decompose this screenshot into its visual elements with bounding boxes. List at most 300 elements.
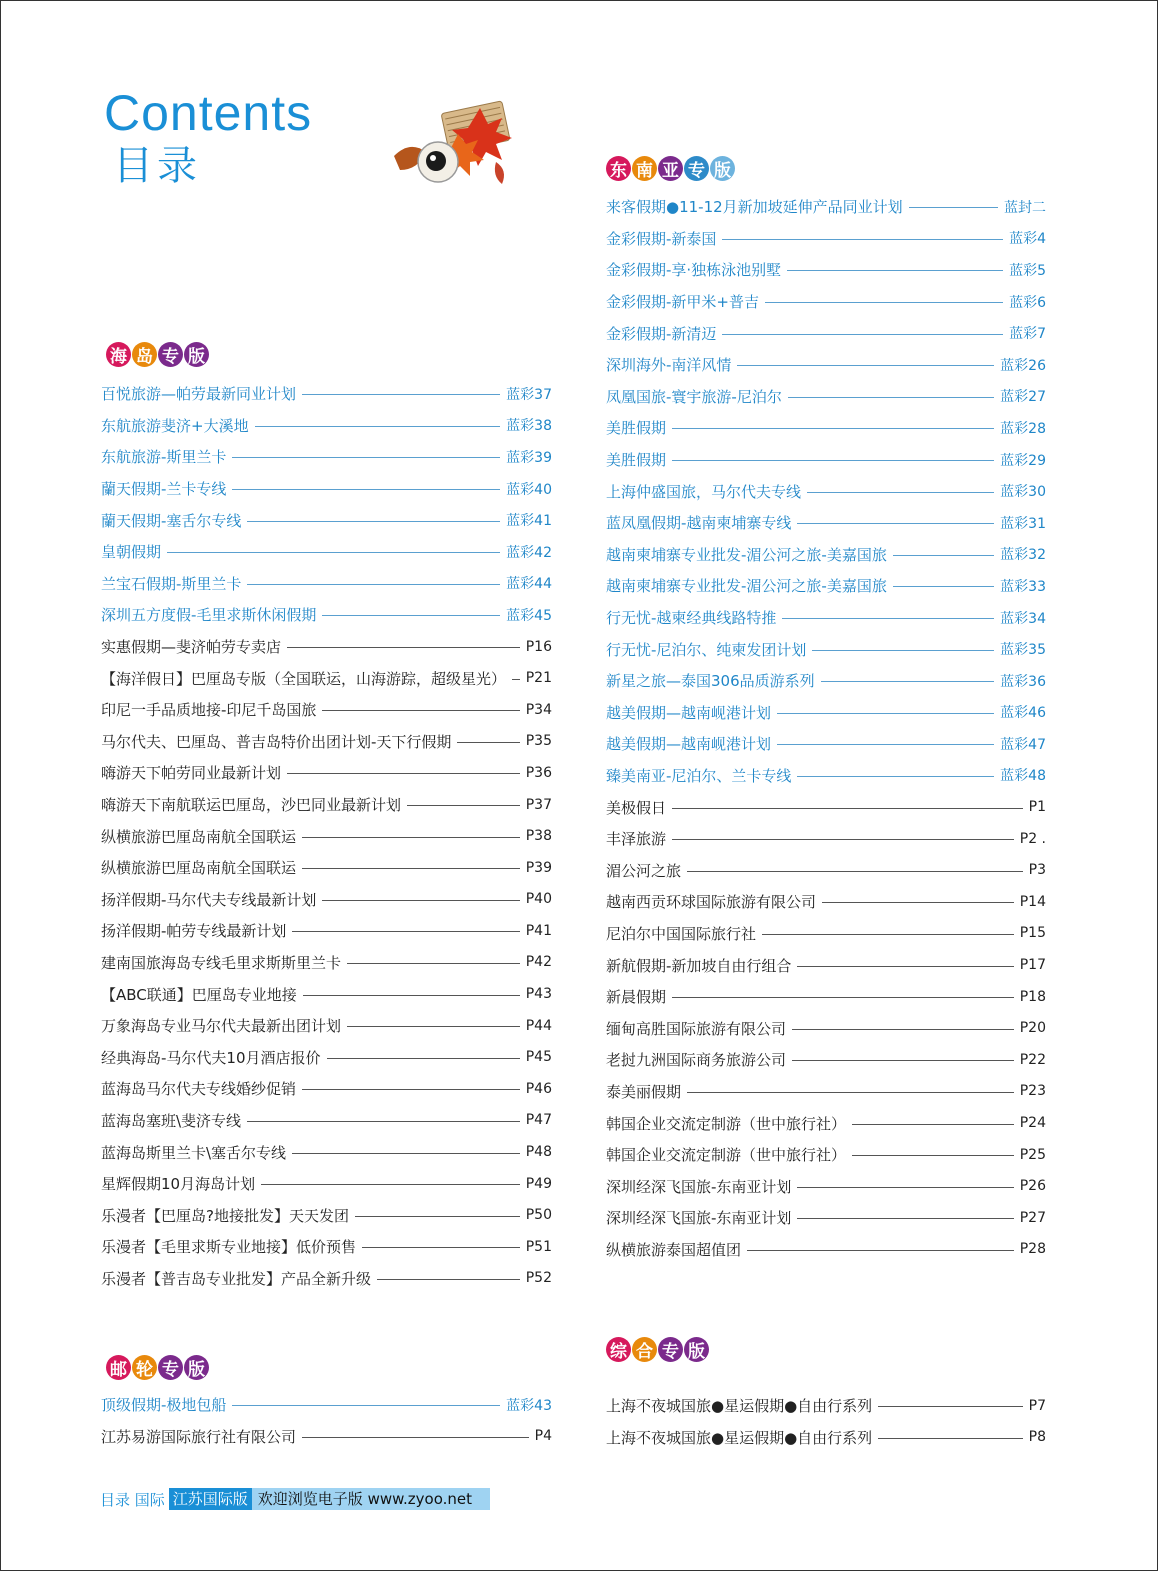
toc-entry-title: 越南柬埔寨专业批发-湄公河之旅-美嘉国旅 bbox=[606, 577, 887, 596]
toc-entry-title: 来客假期●11-12月新加坡延伸产品同业计划 bbox=[606, 198, 903, 217]
toc-entry[interactable] bbox=[101, 1168, 552, 1200]
toc-entry[interactable] bbox=[606, 760, 1046, 792]
badge-char: 东 bbox=[606, 156, 631, 181]
toc-entry-title: 江苏易游国际旅行社有限公司 bbox=[101, 1427, 297, 1446]
toc-entry-title: 万象海岛专业马尔代夫最新出团计划 bbox=[101, 1017, 342, 1036]
toc-entry-title: 湄公河之旅 bbox=[606, 861, 682, 880]
toc-leader-line bbox=[797, 966, 1013, 967]
badge-char: 专 bbox=[658, 1337, 683, 1362]
toc-leader-line bbox=[878, 1438, 1022, 1439]
toc-entry[interactable] bbox=[606, 254, 1046, 286]
toc-entry-page: P28 bbox=[1019, 1241, 1046, 1258]
toc-entry-title: 美胜假期 bbox=[606, 451, 667, 470]
toc-entry-page: 蓝彩43 bbox=[506, 1397, 552, 1414]
toc-entry[interactable] bbox=[101, 1136, 552, 1168]
toc-leader-line bbox=[457, 742, 519, 743]
toc-entry-page: 蓝彩28 bbox=[1000, 420, 1046, 437]
badge-char: 专 bbox=[158, 342, 183, 367]
toc-entry[interactable] bbox=[101, 915, 552, 947]
toc-entry-title: 东航旅游-斯里兰卡 bbox=[101, 448, 227, 467]
contents-title-cn: 目录 bbox=[113, 143, 201, 189]
toc-entry-page: 蓝彩7 bbox=[1009, 326, 1046, 343]
toc-entry-page: P27 bbox=[1019, 1209, 1046, 1226]
toc-entry-title: 新星之旅—泰国306品质游系列 bbox=[606, 672, 815, 691]
toc-entry-page: P20 bbox=[1019, 1020, 1046, 1037]
toc-entry-title: 老挝九洲国际商务旅游公司 bbox=[606, 1051, 787, 1070]
toc-leader-line bbox=[302, 394, 500, 395]
section-header-cruise bbox=[106, 1355, 209, 1380]
toc-leader-line bbox=[821, 681, 995, 682]
toc-entry-title: 深圳经深飞国旅-东南亚计划 bbox=[606, 1177, 792, 1196]
toc-entry[interactable] bbox=[606, 1012, 1046, 1044]
toc-entry-title: 嗨游天下帕劳同业最新计划 bbox=[101, 764, 282, 783]
section-header-island bbox=[106, 342, 209, 367]
toc-leader-line bbox=[722, 334, 1003, 335]
toc-entry[interactable] bbox=[606, 570, 1046, 602]
toc-leader-line bbox=[303, 995, 520, 996]
toc-leader-line bbox=[232, 457, 500, 458]
toc-entry-page: P43 bbox=[525, 986, 552, 1003]
toc-entry-page: P14 bbox=[1019, 893, 1046, 910]
badge-char: 版 bbox=[684, 1337, 709, 1362]
toc-entry-title: 缅甸高胜国际旅游有限公司 bbox=[606, 1019, 787, 1038]
toc-entry-page: 蓝彩36 bbox=[1000, 673, 1046, 690]
toc-entry-page: P21 bbox=[525, 670, 552, 687]
toc-entry-page: P17 bbox=[1019, 957, 1046, 974]
toc-entry[interactable] bbox=[606, 507, 1046, 539]
toc-entry[interactable] bbox=[606, 1139, 1046, 1171]
toc-entry-title: 越美假期—越南岘港计划 bbox=[606, 703, 772, 722]
toc-entry[interactable] bbox=[606, 475, 1046, 507]
toc-leader-line bbox=[247, 521, 500, 522]
toc-leader-line bbox=[782, 618, 994, 619]
toc-leader-line bbox=[232, 489, 500, 490]
toc-leader-line bbox=[722, 239, 1003, 240]
toc-leader-line bbox=[777, 713, 994, 714]
toc-entry[interactable] bbox=[101, 1199, 552, 1231]
toc-entry[interactable] bbox=[606, 823, 1046, 855]
toc-leader-line bbox=[797, 1187, 1013, 1188]
toc-entry-title: 蓝海岛马尔代夫专线婚纱促销 bbox=[101, 1080, 297, 1099]
toc-entry[interactable] bbox=[101, 599, 552, 631]
toc-entry[interactable] bbox=[101, 978, 552, 1010]
toc-entry[interactable] bbox=[101, 504, 552, 536]
toc-entry-title: 实惠假期—斐济帕劳专卖店 bbox=[101, 638, 282, 657]
toc-entry-title: 星辉假期10月海岛计划 bbox=[101, 1175, 256, 1194]
cruise-toc-list bbox=[101, 1389, 552, 1452]
toc-entry-page: P36 bbox=[525, 764, 552, 781]
toc-entry[interactable] bbox=[101, 852, 552, 884]
toc-entry-page: 蓝彩33 bbox=[1000, 578, 1046, 595]
toc-entry[interactable] bbox=[606, 539, 1046, 571]
toc-entry-title: 行无忧-越柬经典线路特推 bbox=[606, 609, 777, 628]
toc-entry-page: 蓝彩29 bbox=[1000, 452, 1046, 469]
toc-leader-line bbox=[255, 426, 501, 427]
toc-entry-page: P16 bbox=[525, 638, 552, 655]
toc-entry-title: 蘭天假期-兰卡专线 bbox=[101, 480, 227, 499]
toc-entry-page: 蓝彩42 bbox=[506, 544, 552, 561]
toc-entry-title: 百悦旅游—帕劳最新同业计划 bbox=[101, 385, 297, 404]
toc-entry-page: P40 bbox=[525, 891, 552, 908]
toc-entry-page: P51 bbox=[525, 1238, 552, 1255]
toc-entry-title: 扬洋假期-帕劳专线最新计划 bbox=[101, 922, 287, 941]
toc-leader-line bbox=[909, 207, 998, 208]
toc-entry-title: 纵横旅游巴厘岛南航全国联运 bbox=[101, 827, 297, 846]
island-toc-list bbox=[101, 378, 552, 1294]
toc-entry-page: P52 bbox=[525, 1270, 552, 1287]
toc-leader-line bbox=[852, 1155, 1014, 1156]
toc-entry-page: 蓝彩31 bbox=[1000, 515, 1046, 532]
toc-entry-title: 韩国企业交流定制游（世中旅行社） bbox=[606, 1114, 847, 1133]
toc-leader-line bbox=[302, 868, 520, 869]
toc-entry-page: P3 bbox=[1028, 862, 1046, 879]
toc-entry-page: 蓝彩39 bbox=[506, 449, 552, 466]
toc-entry[interactable] bbox=[101, 378, 552, 410]
toc-leader-line bbox=[687, 1092, 1014, 1093]
toc-entry-title: 东航旅游斐济+大溪地 bbox=[101, 416, 249, 435]
toc-leader-line bbox=[322, 615, 500, 616]
toc-entry[interactable] bbox=[606, 1422, 1046, 1454]
toc-entry-page: P39 bbox=[525, 859, 552, 876]
toc-leader-line bbox=[302, 1089, 520, 1090]
badge-char: 专 bbox=[684, 156, 709, 181]
toc-leader-line bbox=[672, 839, 1014, 840]
toc-entry-page: P2 . bbox=[1019, 830, 1046, 847]
toc-leader-line bbox=[797, 1218, 1013, 1219]
toc-entry[interactable] bbox=[606, 1390, 1046, 1422]
toc-entry[interactable] bbox=[101, 473, 552, 505]
toc-entry-page: P48 bbox=[525, 1144, 552, 1161]
toc-leader-line bbox=[672, 460, 994, 461]
toc-entry-title: 美胜假期 bbox=[606, 419, 667, 438]
toc-entry[interactable] bbox=[606, 1234, 1046, 1266]
toc-leader-line bbox=[687, 871, 1023, 872]
badge-char: 邮 bbox=[106, 1355, 131, 1380]
toc-entry-page: P25 bbox=[1019, 1146, 1046, 1163]
toc-entry-page: P46 bbox=[525, 1080, 552, 1097]
toc-leader-line bbox=[232, 1405, 500, 1406]
toc-entry-page: P44 bbox=[525, 1017, 552, 1034]
toc-entry[interactable] bbox=[606, 949, 1046, 981]
toc-entry-title: 新航假期-新加坡自由行组合 bbox=[606, 956, 792, 975]
toc-entry-page: P15 bbox=[1019, 925, 1046, 942]
toc-entry-title: 【ABC联通】巴厘岛专业地接 bbox=[101, 985, 297, 1004]
footer-bar bbox=[100, 1488, 490, 1510]
toc-entry-page: 蓝彩6 bbox=[1009, 294, 1046, 311]
toc-entry[interactable] bbox=[101, 631, 552, 663]
toc-entry-title: 印尼一手品质地接-印尼千岛国旅 bbox=[101, 701, 317, 720]
toc-entry[interactable] bbox=[101, 694, 552, 726]
toc-entry[interactable] bbox=[606, 602, 1046, 634]
toc-leader-line bbox=[167, 552, 500, 553]
toc-entry-page: P8 bbox=[1028, 1429, 1046, 1446]
toc-entry-title: 纵横旅游泰国超值团 bbox=[606, 1240, 742, 1259]
toc-entry-title: 深圳五方度假-毛里求斯休闲假期 bbox=[101, 606, 317, 625]
toc-leader-line bbox=[362, 1247, 520, 1248]
footer-edition-label: 江苏国际版 bbox=[169, 1488, 252, 1510]
toc-leader-line bbox=[347, 963, 520, 964]
toc-entry-page: 蓝彩41 bbox=[506, 513, 552, 530]
toc-leader-line bbox=[247, 584, 500, 585]
toc-leader-line bbox=[787, 270, 1003, 271]
toc-entry[interactable] bbox=[606, 665, 1046, 697]
toc-entry-page: P4 bbox=[534, 1428, 552, 1445]
toc-entry-page: 蓝彩4 bbox=[1009, 231, 1046, 248]
toc-leader-line bbox=[893, 555, 994, 556]
toc-entry-title: 金彩假期-新泰国 bbox=[606, 229, 717, 248]
toc-entry-title: 蓝海岛斯里兰卡\塞舌尔专线 bbox=[101, 1143, 287, 1162]
toc-leader-line bbox=[762, 934, 1014, 935]
toc-entry-page: 蓝封二 bbox=[1004, 199, 1046, 216]
toc-entry-title: 【海洋假日】巴厘岛专版（全国联运，山海游踪，超级星光） bbox=[101, 669, 507, 688]
toc-entry-title: 泰美丽假期 bbox=[606, 1082, 682, 1101]
toc-entry-page: 蓝彩40 bbox=[506, 481, 552, 498]
toc-entry-page: 蓝彩30 bbox=[1000, 484, 1046, 501]
toc-entry[interactable] bbox=[101, 1231, 552, 1263]
toc-entry[interactable] bbox=[606, 886, 1046, 918]
toc-entry-page: P41 bbox=[525, 922, 552, 939]
toc-leader-line bbox=[672, 428, 994, 429]
toc-entry-title: 纵横旅游巴厘岛南航全国联运 bbox=[101, 859, 297, 878]
toc-entry-title: 扬洋假期-马尔代夫专线最新计划 bbox=[101, 890, 317, 909]
toc-leader-line bbox=[261, 1184, 520, 1185]
section-header-general bbox=[606, 1337, 709, 1362]
contents-title-en: Contents bbox=[104, 85, 313, 141]
toc-entry[interactable] bbox=[101, 662, 552, 694]
toc-entry-page: P42 bbox=[525, 954, 552, 971]
toc-entry-title: 顶级假期-极地包船 bbox=[101, 1396, 227, 1415]
section-header-southeast-asia bbox=[606, 156, 735, 181]
toc-entry[interactable] bbox=[101, 789, 552, 821]
toc-entry-title: 越南西贡环球国际旅游有限公司 bbox=[606, 893, 817, 912]
toc-entry-page: P26 bbox=[1019, 1178, 1046, 1195]
toc-entry-page: P45 bbox=[525, 1049, 552, 1066]
toc-leader-line bbox=[322, 900, 519, 901]
toc-entry-page: P38 bbox=[525, 828, 552, 845]
toc-entry-title: 上海仲盛国旅，马尔代夫专线 bbox=[606, 482, 802, 501]
toc-entry-page: 蓝彩27 bbox=[1000, 389, 1046, 406]
toc-entry[interactable] bbox=[101, 536, 552, 568]
toc-entry-page: P50 bbox=[525, 1207, 552, 1224]
badge-char: 版 bbox=[710, 156, 735, 181]
toc-leader-line bbox=[672, 997, 1014, 998]
toc-leader-line bbox=[807, 492, 994, 493]
toc-entry-page: P23 bbox=[1019, 1083, 1046, 1100]
toc-entry[interactable] bbox=[101, 1073, 552, 1105]
toc-entry-title: 乐漫者【巴厘岛?地接批发】天天发团 bbox=[101, 1206, 349, 1225]
toc-entry-title: 凤凰国旅-寰宇旅游-尼泊尔 bbox=[606, 387, 782, 406]
toc-entry-page: 蓝彩32 bbox=[1000, 547, 1046, 564]
toc-entry-title: 金彩假期-享·独栋泳池别墅 bbox=[606, 261, 782, 280]
toc-entry-title: 马尔代夫、巴厘岛、普吉岛特价出团计划-天下行假期 bbox=[101, 732, 452, 751]
toc-entry[interactable] bbox=[101, 441, 552, 473]
toc-leader-line bbox=[322, 710, 519, 711]
toc-entry-title: 蘭天假期-塞舌尔专线 bbox=[101, 511, 242, 530]
toc-entry[interactable] bbox=[101, 1389, 552, 1421]
toc-entry[interactable] bbox=[606, 349, 1046, 381]
toc-leader-line bbox=[672, 808, 1023, 809]
badge-char: 岛 bbox=[132, 342, 157, 367]
toc-leader-line bbox=[247, 1121, 520, 1122]
toc-leader-line bbox=[302, 837, 520, 838]
toc-leader-line bbox=[737, 365, 994, 366]
toc-entry[interactable] bbox=[101, 1263, 552, 1295]
toc-entry-title: 上海不夜城国旅●星运假期●自由行系列 bbox=[606, 1397, 873, 1416]
leaves-coffee-illustration bbox=[392, 100, 516, 192]
toc-entry[interactable] bbox=[606, 791, 1046, 823]
toc-leader-line bbox=[287, 647, 520, 648]
toc-entry[interactable] bbox=[606, 412, 1046, 444]
toc-leader-line bbox=[355, 1216, 520, 1217]
toc-entry-title: 越南柬埔寨专业批发-湄公河之旅-美嘉国旅 bbox=[606, 545, 887, 564]
badge-char: 亚 bbox=[658, 156, 683, 181]
toc-entry-title: 建南国旅海岛专线毛里求斯斯里兰卡 bbox=[101, 953, 342, 972]
toc-entry[interactable] bbox=[101, 1105, 552, 1137]
toc-entry-page: 蓝彩5 bbox=[1009, 262, 1046, 279]
toc-leader-line bbox=[797, 776, 994, 777]
toc-leader-line bbox=[812, 650, 994, 651]
toc-entry[interactable] bbox=[101, 726, 552, 758]
toc-leader-line bbox=[878, 1406, 1022, 1407]
toc-entry-title: 乐漫者【毛里求斯专业地接】低价预售 bbox=[101, 1238, 357, 1257]
badge-char: 专 bbox=[158, 1355, 183, 1380]
toc-entry[interactable] bbox=[606, 381, 1046, 413]
badge-char: 版 bbox=[184, 342, 209, 367]
badge-char: 版 bbox=[184, 1355, 209, 1380]
toc-entry-title: 臻美南亚-尼泊尔、兰卡专线 bbox=[606, 766, 792, 785]
toc-entry-title: 金彩假期-新清迈 bbox=[606, 324, 717, 343]
toc-entry-page: 蓝彩26 bbox=[1000, 357, 1046, 374]
toc-entry[interactable] bbox=[101, 410, 552, 442]
toc-leader-line bbox=[347, 1026, 520, 1027]
toc-entry-title: 行无忧-尼泊尔、纯柬发团计划 bbox=[606, 640, 807, 659]
badge-char: 综 bbox=[606, 1337, 631, 1362]
toc-entry-page: P22 bbox=[1019, 1051, 1046, 1068]
toc-leader-line bbox=[852, 1124, 1014, 1125]
toc-entry[interactable] bbox=[606, 317, 1046, 349]
toc-entry-title: 越美假期—越南岘港计划 bbox=[606, 735, 772, 754]
toc-leader-line bbox=[822, 902, 1014, 903]
toc-entry[interactable] bbox=[606, 444, 1046, 476]
toc-entry[interactable] bbox=[101, 820, 552, 852]
toc-entry-title: 深圳海外-南洋风情 bbox=[606, 356, 732, 375]
toc-entry[interactable] bbox=[606, 1076, 1046, 1108]
toc-entry-title: 金彩假期-新甲米+普吉 bbox=[606, 293, 759, 312]
toc-entry-title: 乐漫者【普吉岛专业批发】产品全新升级 bbox=[101, 1269, 372, 1288]
toc-entry[interactable] bbox=[606, 1170, 1046, 1202]
toc-entry-page: 蓝彩47 bbox=[1000, 736, 1046, 753]
toc-entry-page: P37 bbox=[525, 796, 552, 813]
toc-leader-line bbox=[287, 773, 520, 774]
toc-entry-page: P18 bbox=[1019, 988, 1046, 1005]
toc-entry[interactable] bbox=[606, 918, 1046, 950]
toc-entry-page: P35 bbox=[525, 733, 552, 750]
badge-char: 合 bbox=[632, 1337, 657, 1362]
toc-leader-line bbox=[792, 1060, 1014, 1061]
toc-entry[interactable] bbox=[101, 1421, 552, 1453]
toc-entry-title: 上海不夜城国旅●星运假期●自由行系列 bbox=[606, 1428, 873, 1447]
toc-entry-page: 蓝彩35 bbox=[1000, 642, 1046, 659]
toc-entry-title: 嗨游天下南航联运巴厘岛，沙巴同业最新计划 bbox=[101, 796, 402, 815]
toc-leader-line bbox=[302, 1437, 529, 1438]
toc-leader-line bbox=[765, 302, 1003, 303]
toc-entry-page: P49 bbox=[525, 1175, 552, 1192]
toc-leader-line bbox=[407, 805, 520, 806]
footer-website-link[interactable]: 欢迎浏览电子版 www.zyoo.net bbox=[252, 1488, 490, 1510]
toc-leader-line bbox=[777, 744, 994, 745]
toc-entry[interactable] bbox=[606, 223, 1046, 255]
toc-entry-title: 皇朝假期 bbox=[101, 543, 162, 562]
toc-entry[interactable] bbox=[101, 757, 552, 789]
toc-entry-page: P1 bbox=[1028, 799, 1046, 816]
toc-entry-title: 蓝凤凰假期-越南柬埔寨专线 bbox=[606, 514, 792, 533]
toc-leader-line bbox=[788, 397, 994, 398]
toc-entry-page: 蓝彩45 bbox=[506, 607, 552, 624]
toc-entry-title: 蓝海岛塞班\斐济专线 bbox=[101, 1111, 242, 1130]
toc-entry-page: 蓝彩37 bbox=[506, 386, 552, 403]
toc-entry[interactable] bbox=[606, 286, 1046, 318]
toc-entry-title: 新晨假期 bbox=[606, 988, 667, 1007]
toc-leader-line bbox=[292, 1153, 520, 1154]
toc-entry[interactable] bbox=[606, 697, 1046, 729]
toc-leader-line bbox=[747, 1250, 1014, 1251]
toc-entry-title: 丰泽旅游 bbox=[606, 830, 667, 849]
toc-entry[interactable] bbox=[101, 1010, 552, 1042]
toc-entry[interactable] bbox=[101, 947, 552, 979]
badge-char: 海 bbox=[106, 342, 131, 367]
toc-entry[interactable] bbox=[606, 981, 1046, 1013]
toc-entry-page: 蓝彩38 bbox=[506, 418, 552, 435]
toc-entry-title: 美极假日 bbox=[606, 798, 667, 817]
toc-entry-page: P34 bbox=[525, 701, 552, 718]
toc-entry[interactable] bbox=[101, 884, 552, 916]
toc-entry-title: 兰宝石假期-斯里兰卡 bbox=[101, 574, 242, 593]
toc-leader-line bbox=[327, 1058, 520, 1059]
toc-entry-page: 蓝彩34 bbox=[1000, 610, 1046, 627]
toc-leader-line bbox=[797, 523, 994, 524]
toc-entry-page: 蓝彩46 bbox=[1000, 705, 1046, 722]
footer-section-label: 目录 国际 bbox=[100, 1490, 165, 1509]
toc-entry-page: 蓝彩44 bbox=[506, 576, 552, 593]
badge-char: 轮 bbox=[132, 1355, 157, 1380]
toc-entry[interactable] bbox=[101, 568, 552, 600]
toc-entry[interactable] bbox=[606, 1202, 1046, 1234]
toc-entry[interactable] bbox=[606, 854, 1046, 886]
southeast-asia-toc-list bbox=[606, 191, 1046, 1265]
toc-entry[interactable] bbox=[606, 1044, 1046, 1076]
toc-entry-title: 深圳经深飞国旅-东南亚计划 bbox=[606, 1209, 792, 1228]
toc-entry-page: 蓝彩48 bbox=[1000, 768, 1046, 785]
toc-entry-page: P47 bbox=[525, 1112, 552, 1129]
toc-entry-title: 尼泊尔中国国际旅行社 bbox=[606, 924, 757, 943]
toc-leader-line bbox=[377, 1279, 520, 1280]
toc-leader-line bbox=[792, 1029, 1014, 1030]
toc-entry[interactable] bbox=[606, 633, 1046, 665]
toc-entry-page: P7 bbox=[1028, 1397, 1046, 1414]
toc-entry-title: 韩国企业交流定制游（世中旅行社） bbox=[606, 1146, 847, 1165]
general-toc-list bbox=[606, 1390, 1046, 1453]
toc-leader-line bbox=[292, 931, 519, 932]
toc-entry[interactable] bbox=[606, 728, 1046, 760]
toc-leader-line bbox=[893, 586, 994, 587]
toc-entry[interactable] bbox=[101, 1041, 552, 1073]
toc-entry-page: P24 bbox=[1019, 1115, 1046, 1132]
toc-leader-line bbox=[512, 679, 520, 680]
badge-char: 南 bbox=[632, 156, 657, 181]
toc-entry[interactable] bbox=[606, 191, 1046, 223]
toc-entry[interactable] bbox=[606, 1107, 1046, 1139]
toc-entry-title: 经典海岛-马尔代夫10月酒店报价 bbox=[101, 1048, 321, 1067]
